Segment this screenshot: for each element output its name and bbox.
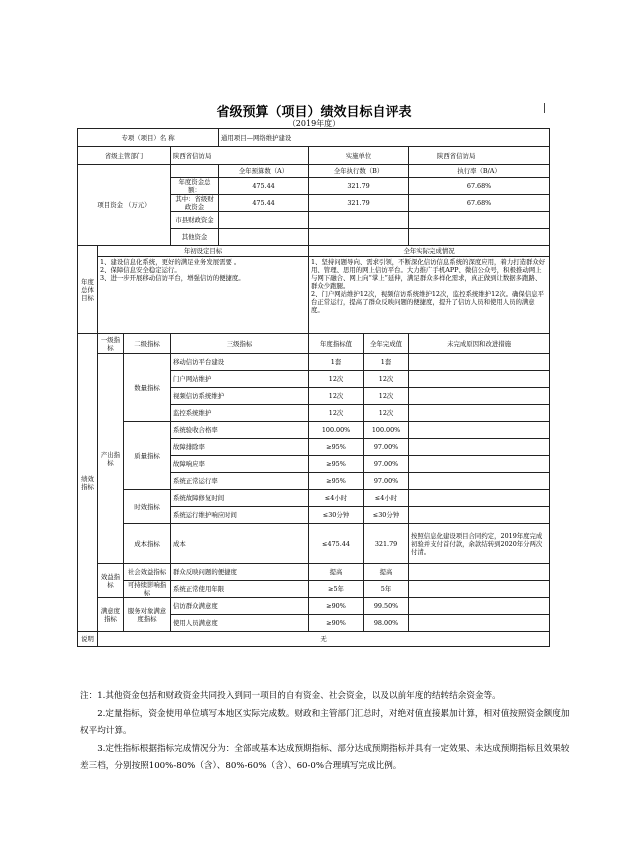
actual-completion-header: 全年实际完成情况	[309, 246, 550, 257]
service-satisfaction-label: 服务对象满意度指标	[124, 598, 171, 632]
indicator-actual: 99.50%	[364, 598, 409, 615]
funds-row-rate: 67.68%	[409, 178, 550, 195]
goals-header-row	[78, 246, 550, 257]
indicator-name: 群众反映问题的便捷度	[171, 564, 309, 581]
quality-indicators-label: 质量指标	[124, 422, 171, 490]
indicator-name: 系统验收合格率	[171, 422, 309, 439]
annual-goals-label: 年度总体目标	[78, 246, 98, 334]
indicator-reason	[409, 615, 550, 632]
funds-label: 项目资金 （万元）	[78, 165, 171, 246]
indicator-actual: 提高	[364, 564, 409, 581]
indicator-target: ≥95%	[309, 473, 364, 490]
indicator-row	[78, 490, 550, 507]
benefit-indicators-label: 效益指标	[98, 564, 124, 598]
social-benefit-label: 社会效益指标	[124, 564, 171, 581]
level1-header: 一级指标	[98, 334, 124, 354]
remark-value: 无	[98, 632, 550, 647]
goals-content-row	[78, 257, 550, 334]
page-title: 省级预算（项目）绩效目标自评表	[216, 105, 412, 120]
cost-indicators-label: 成本指标	[124, 524, 171, 564]
sustainable-impact-label: 可持续影响指标	[124, 581, 171, 598]
funds-row-label: 其中：省级财政资金	[171, 195, 219, 212]
indicator-actual: 5年	[364, 581, 409, 598]
indicator-reason	[409, 388, 550, 405]
indicator-target: ≥95%	[309, 456, 364, 473]
project-name-label: 专项（项目）名 称	[78, 129, 219, 147]
footnotes	[80, 688, 570, 776]
funds-row-budget: 475.44	[219, 195, 309, 212]
funds-row-rate	[409, 212, 550, 229]
funds-row-exec	[309, 229, 409, 246]
indicator-name: 系统运行维护响应时间	[171, 507, 309, 524]
timeliness-indicators-label: 时效指标	[124, 490, 171, 524]
output-indicators-label: 产出指标	[98, 354, 124, 564]
indicator-name: 监控系统维护	[171, 405, 309, 422]
indicator-reason	[409, 564, 550, 581]
indicator-name: 信访群众满意度	[171, 598, 309, 615]
level3-header: 三级指标	[171, 334, 309, 354]
funds-row-rate	[409, 229, 550, 246]
indicator-target: 提高	[309, 564, 364, 581]
indicator-target: ≥5年	[309, 581, 364, 598]
indicator-name: 成本	[171, 524, 309, 564]
satisfaction-indicators-label: 满意度指标	[98, 598, 124, 632]
funds-row-budget	[219, 212, 309, 229]
indicator-reason	[409, 422, 550, 439]
indicator-target: ≤475.44	[309, 524, 364, 564]
funds-row-label: 其他资金	[171, 229, 219, 246]
funds-row-budget	[219, 229, 309, 246]
funds-row-exec: 321.79	[309, 178, 409, 195]
level2-header: 二级指标	[124, 334, 171, 354]
footnote-2: 2.定量指标，资金使用单位填写本地区实际完成数。财政和主管部门汇总时，对绝对值直接累加计算，相对值按照资金额度加权平均计算。	[80, 708, 570, 737]
indicator-target: ≥95%	[309, 439, 364, 456]
indicator-target: 12次	[309, 388, 364, 405]
project-name-row	[78, 129, 550, 147]
footnote-3: 3.定性指标根据指标完成情况分为：全部或基本达成预期指标、部分达成预期指标并具有一定效果、未达成预期指标且效果较差三档，分别按照100%-80%（含）、80%-60%（含）、60-0%合理填写完成比例。	[80, 743, 570, 772]
indicator-actual: 97.00%	[364, 439, 409, 456]
indicator-target: 12次	[309, 405, 364, 422]
indicator-reason	[409, 473, 550, 490]
remark-row	[78, 632, 550, 647]
indicator-actual: 12次	[364, 405, 409, 422]
department-row	[78, 147, 550, 165]
indicator-reason	[409, 371, 550, 388]
footnote-1: 注：1.其他资金包括和财政资金共同投入到同一项目的自有资金、社会资金，以及以前年度的结转结余资金等。	[80, 691, 501, 701]
indicator-target: ≤4小时	[309, 490, 364, 507]
margin-mark	[544, 103, 545, 113]
indicator-row	[78, 564, 550, 581]
indicator-actual: 98.00%	[364, 615, 409, 632]
unit-value: 陕西省信访局	[409, 147, 550, 165]
department-label: 省级主管部门	[78, 147, 171, 165]
indicator-name: 系统正常运行率	[171, 473, 309, 490]
indicator-actual: 12次	[364, 371, 409, 388]
remark-label: 说明	[78, 632, 98, 647]
indicator-reason	[409, 507, 550, 524]
initial-goals-text: 1、建设信息化系统，更好的满足业务发展需要 。 2、保障信息安全稳定运行。 3、进一步开展移动信访平台，增强信访的便捷度。	[98, 257, 309, 334]
indicator-reason	[409, 439, 550, 456]
funds-header-row	[78, 165, 550, 178]
reason-header: 未完成原因和改进措施	[409, 334, 550, 354]
indicator-reason	[409, 490, 550, 507]
performance-indicators-label: 绩效指标	[78, 334, 98, 632]
project-name-value: 通用项目—网络维护建设	[219, 129, 550, 147]
funds-row-exec	[309, 212, 409, 229]
indicator-reason	[409, 405, 550, 422]
indicator-row	[78, 524, 550, 564]
evaluation-table	[77, 128, 550, 647]
funds-row-label: 年度资金总额：	[171, 178, 219, 195]
indicator-reason	[409, 456, 550, 473]
unit-label: 实施单位	[309, 147, 409, 165]
funds-col-rate: 执行率（B/A）	[409, 165, 550, 178]
indicator-reason	[409, 354, 550, 371]
actual-value-header: 全年完成值	[364, 334, 409, 354]
funds-row-exec: 321.79	[309, 195, 409, 212]
indicator-actual: ≤30分钟	[364, 507, 409, 524]
department-value: 陕西省信访局	[171, 147, 309, 165]
funds-row-label: 市县财政资金	[171, 212, 219, 229]
indicator-row	[78, 354, 550, 371]
funds-row-rate: 67.68%	[409, 195, 550, 212]
indicator-actual: 100.00%	[364, 422, 409, 439]
indicator-name: 移动信访平台建设	[171, 354, 309, 371]
indicator-name: 视频信访系统维护	[171, 388, 309, 405]
indicator-reason: 按照信息化建设项目合同约定，2019年度完成初验并支付首付款，余款结转到2020年分两次付清。	[409, 524, 550, 564]
target-value-header: 年度指标值	[309, 334, 364, 354]
indicator-target: 100.00%	[309, 422, 364, 439]
indicator-target: 12次	[309, 371, 364, 388]
indicator-reason	[409, 581, 550, 598]
indicator-actual: 1套	[364, 354, 409, 371]
indicator-row	[78, 598, 550, 615]
indicator-name: 系统故障修复时间	[171, 490, 309, 507]
indicator-name: 故障响应率	[171, 456, 309, 473]
funds-col-budget: 全年预算数（A）	[219, 165, 309, 178]
indicator-reason	[409, 598, 550, 615]
indicator-name: 使用人员满意度	[171, 615, 309, 632]
report-year: （2019年度）	[287, 119, 341, 128]
indicator-actual: 97.00%	[364, 456, 409, 473]
indicator-actual: ≤4小时	[364, 490, 409, 507]
indicator-target: ≤30分钟	[309, 507, 364, 524]
indicator-row	[78, 422, 550, 439]
indicator-actual: 12次	[364, 388, 409, 405]
indicator-actual: 97.00%	[364, 473, 409, 490]
indicator-target: 1套	[309, 354, 364, 371]
actual-completion-text: 1、坚持问题导向、需求引领，不断深化信访信息系统的深度应用，着力打造群众好用、管理、思用的网上信访平台。大力推广手机APP、微信公众号，积极推动网上与网下融合、网上向“掌上”延伸，满足群众多样化需求，真正做到让数据多跑路、群众少跑腿。 2、门户网站维护12次，视频信访系统维护12次，监控系统维护12次。确保信息平台正常运行，提高了群众反映问题的便捷度，提升了信访人员和使用人员的满意度。	[309, 257, 550, 334]
funds-row-budget: 475.44	[219, 178, 309, 195]
funds-col-exec: 全年执行数（B）	[309, 165, 409, 178]
initial-goals-header: 年初设定目标	[98, 246, 309, 257]
indicator-target: ≥90%	[309, 598, 364, 615]
indicator-actual: 321.79	[364, 524, 409, 564]
quantity-indicators-label: 数量指标	[124, 354, 171, 422]
indicator-name: 故障排除率	[171, 439, 309, 456]
indicator-target: ≥90%	[309, 615, 364, 632]
indicator-name: 系统正常使用年限	[171, 581, 309, 598]
indicator-name: 门户网站维护	[171, 371, 309, 388]
indicator-row	[78, 581, 550, 598]
indicator-header-row	[78, 334, 550, 354]
